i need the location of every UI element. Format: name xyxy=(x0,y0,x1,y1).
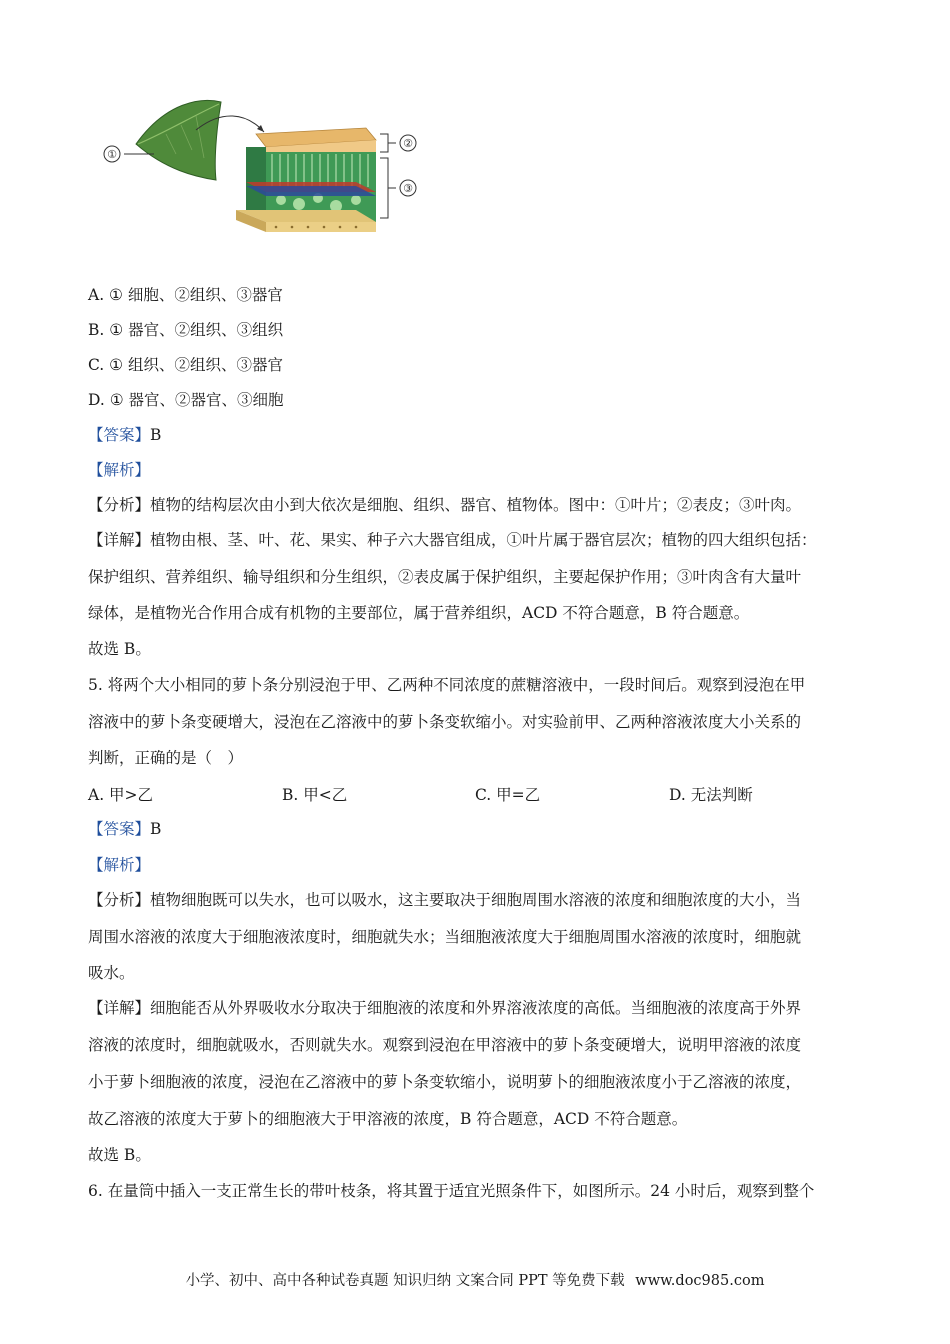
q5-stem-line-2: 溶液中的萝卜条变硬增大，浸泡在乙溶液中的萝卜条变软缩小。对实验前甲、乙两种溶液浓度大小关系的 xyxy=(88,713,802,731)
answer-tag: 【答案】 xyxy=(88,426,151,444)
q4-fenxi-line xyxy=(88,494,801,516)
q5-conclusion: 故选 B。 xyxy=(88,1146,151,1164)
q4-xiangjie-line-3: 绿体，是植物光合作用合成有机物的主要部位，属于营养组织，ACD 不符合题意，B 符合题意。 xyxy=(88,604,750,622)
figure-label-1: ① xyxy=(107,148,117,161)
q5-option-c: C. 甲=乙 xyxy=(475,786,541,804)
q5-options-row xyxy=(88,783,868,805)
xiangjie-text: 细胞能否从外界吸收水分取决于细胞液的浓度和外界溶液浓度的高低。当细胞液的浓度高于外界 xyxy=(150,999,802,1017)
q4-xiangjie-line-1 xyxy=(88,529,817,551)
fenxi-text: 植物的结构层次由小到大依次是细胞、组织、器官、植物体。图中：①叶片；②表皮；③叶肉。 xyxy=(150,496,802,514)
leaf-image xyxy=(136,100,221,180)
figure-label-3: ③ xyxy=(403,182,413,195)
q5-stem-line-1: 5. 将两个大小相同的萝卜条分别浸泡于甲、乙两种不同浓度的蔗糖溶液中，一段时间后。观察到浸泡在甲 xyxy=(88,676,806,694)
q5-stem-line-3: 判断，正确的是（ ） xyxy=(88,749,244,767)
fenxi-tag: 【分析】 xyxy=(88,891,151,909)
q4-option-a: A. ① 细胞、②组织、③器官 xyxy=(88,286,283,304)
footer-text: 小学、初中、高中各种试卷真题 知识归纳 文案合同 PPT 等免费下载 xyxy=(185,1273,625,1289)
q5-xiangjie-line-4: 故乙溶液的浓度大于萝卜的细胞液大于甲溶液的浓度，B 符合题意，ACD 不符合题意。 xyxy=(88,1110,688,1128)
q4-option-b: B. ① 器官、②组织、③组织 xyxy=(88,321,284,339)
analysis-tag: 【解析】 xyxy=(88,461,151,479)
analysis-tag: 【解析】 xyxy=(88,856,151,874)
q5-analysis-line xyxy=(88,854,150,876)
bracket-3 xyxy=(380,158,388,218)
figure-label-2: ② xyxy=(403,137,413,150)
q6-stem-line-1: 6. 在量筒中插入一支正常生长的带叶枝条，将其置于适宜光照条件下，如图所示。24 小时后，观察到整个 xyxy=(88,1182,815,1200)
leaf-structure-figure xyxy=(96,92,426,272)
q5-option-d: D. 无法判断 xyxy=(669,786,753,804)
q5-xiangjie-line-3: 小于萝卜细胞液的浓度，浸泡在乙溶液中的萝卜条变软缩小，说明萝卜的细胞液浓度小于乙溶液的浓度， xyxy=(88,1073,802,1091)
q5-fenxi-line-1 xyxy=(88,889,801,911)
answer-tag: 【答案】 xyxy=(88,820,151,838)
xiangjie-tag: 【详解】 xyxy=(88,531,151,549)
xiangjie-tag: 【详解】 xyxy=(88,999,151,1017)
q5-fenxi-line-3: 吸水。 xyxy=(88,964,135,982)
page-footer xyxy=(0,1269,950,1290)
q4-analysis-line xyxy=(88,459,150,481)
q4-option-d: D. ① 器官、②器官、③细胞 xyxy=(88,391,284,409)
q5-xiangjie-line-2: 溶液的浓度时，细胞就吸水，否则就失水。观察到浸泡在甲溶液中的萝卜条变硬增大，说明甲溶液的浓度 xyxy=(88,1036,802,1054)
footer-link[interactable]: www.doc985.com xyxy=(635,1273,765,1289)
q5-option-a: A. 甲>乙 xyxy=(88,786,154,804)
q4-option-c: C. ① 组织、②组织、③器官 xyxy=(88,356,283,374)
fenxi-tag: 【分析】 xyxy=(88,496,151,514)
q5-fenxi-line-2: 周围水溶液的浓度大于细胞液浓度时，细胞就失水；当细胞液浓度大于细胞周围水溶液的浓度时，细胞就 xyxy=(88,928,802,946)
q5-answer-line xyxy=(88,818,161,840)
xiangjie-text: 植物由根、茎、叶、花、果实、种子六大器官组成，①叶片属于器官层次；植物的四大组织包括： xyxy=(150,531,817,549)
answer-value: B xyxy=(150,426,162,444)
q5-option-b: B. 甲<乙 xyxy=(282,786,348,804)
q4-xiangjie-line-2: 保护组织、营养组织、输导组织和分生组织，②表皮属于保护组织，主要起保护作用；③叶肉含有大量叶 xyxy=(88,568,802,586)
fenxi-text: 植物细胞既可以失水，也可以吸水，这主要取决于细胞周围水溶液的浓度和细胞浓度的大小，当 xyxy=(150,891,802,909)
bracket-2 xyxy=(380,134,388,152)
tissue-block-image xyxy=(236,128,376,232)
answer-value: B xyxy=(150,820,162,838)
q4-conclusion: 故选 B。 xyxy=(88,640,151,658)
q4-answer-line xyxy=(88,424,161,446)
q5-xiangjie-line-1 xyxy=(88,997,801,1019)
